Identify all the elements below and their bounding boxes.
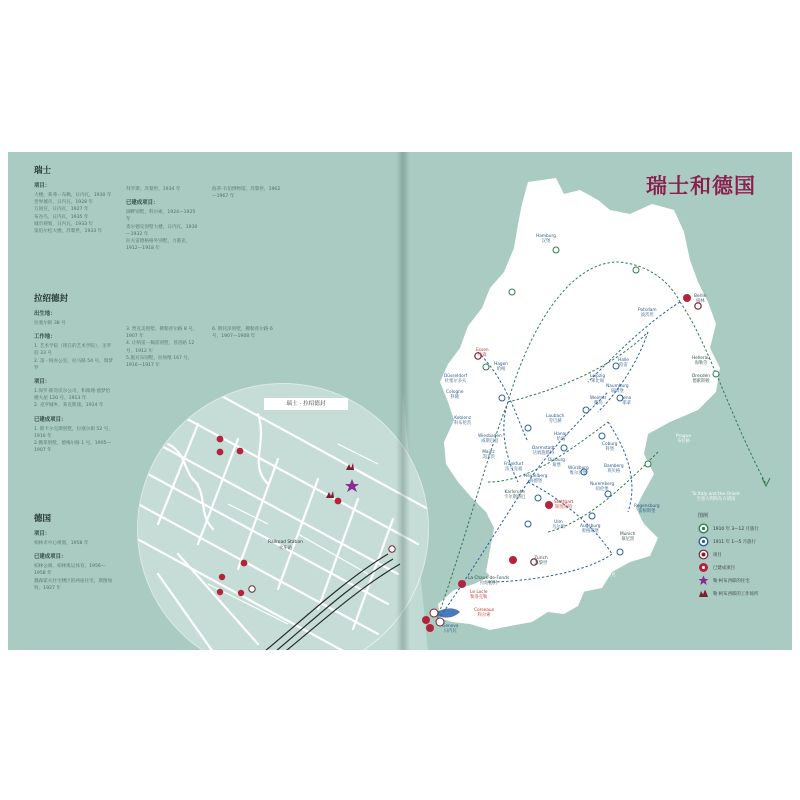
city-heidelberg: Heidelberg 海德堡 — [524, 474, 548, 485]
legend-item — [698, 561, 788, 574]
city-bamberg: Bamberg 班贝格 — [604, 464, 624, 475]
city-weimar: Weimar 魏玛 — [590, 396, 607, 407]
city-naumburg: Naumburg 瑙姆堡 — [606, 384, 629, 395]
legend-text: 项目 — [713, 552, 722, 558]
list-item: 海蒂·韦伯博物馆，苏黎世，1962—1967 年 — [212, 187, 281, 200]
list-item: 世界城市，日内瓦，1928 年 — [34, 200, 94, 206]
station-en: Railroad Station — [268, 540, 303, 545]
project-icon — [698, 549, 709, 560]
list-item: 拜罗斯，苏黎世，1934 年 — [126, 187, 181, 192]
inset-title: 瑞士 · 拉绍德封 — [264, 398, 348, 410]
city-potsdam: Potsdam 波茨坦 — [638, 308, 657, 319]
list-item: 麦尔德克别墅大楼，日内瓦，1930—1932 年 — [126, 224, 198, 237]
city-hamburg: Hamburg 汉堡 — [536, 234, 556, 245]
residence-icon — [698, 575, 709, 586]
city-jena: Jena 耶拿 — [622, 396, 632, 407]
city-stuttgart: Stuttgart 斯图加特 — [554, 500, 574, 511]
city-prague: Prague 布拉格 — [676, 434, 692, 445]
list-item: 2. 克罗城乡，莱克斯康，1914 年 — [34, 403, 104, 409]
city-wiesbaden: Wiesbaden 威斯巴登 — [478, 434, 502, 445]
lcf-projects-heading: 项目： — [34, 379, 51, 386]
switzerland-landmass — [438, 570, 584, 630]
city-dieburg: Dieburg 迪堡 — [548, 458, 566, 469]
city-innsbruck: Innsbruck 因斯布鲁克 — [594, 568, 616, 579]
city-koblenz: Koblenz 科布伦茨 — [454, 416, 472, 427]
city-hellerau: Hellerau 海勒劳 — [692, 356, 711, 367]
city-dresden: Dresden 德累斯顿 — [692, 374, 710, 385]
city-mainz: Mainz 美因茨 — [482, 450, 495, 461]
city-essen: Essen 埃森 — [476, 348, 489, 359]
route-1910-icon — [698, 523, 709, 534]
city-berlin: Berlin 柏林 — [694, 294, 707, 305]
city-munich: Munich 慕尼黑 — [620, 532, 636, 543]
legend-item — [698, 587, 788, 600]
city-darmstadt: Darmstadt 达姆施塔特 — [532, 446, 555, 457]
work-heading: 工作地： — [34, 334, 56, 341]
city-hanau: Hanau 哈瑙 — [554, 432, 568, 443]
city-hagen: Hagen 哈根 — [494, 362, 508, 373]
list-item: 1.保罗·斯奇沃尔公司，和萬理·德梦恰楼大屋 120 号，1913 年 — [34, 389, 111, 402]
swiss-projects-heading: 项目： — [34, 183, 51, 189]
list-item: 5.施瓦布别墅，拉埃维 167 号，1916—1917 年 — [126, 355, 193, 369]
lcf-built-heading: 已建成项目： — [34, 416, 67, 423]
list-item: 1. 艺术学院（现在的艺术学院），圣罗伯 33 号 — [34, 344, 112, 357]
legend-item — [698, 535, 788, 548]
list-item: 2. 第一间办公室，拉马路 54 号，瑞梦罗 — [34, 358, 113, 371]
city-geneva: Geneva 日内瓦 — [442, 624, 459, 635]
city-karlsruhe: Karlsruhe 卡尔斯鲁厄 — [504, 490, 526, 501]
station-cn: 火车站 — [278, 546, 293, 551]
map-legend — [698, 512, 788, 600]
city-wurzburg: Würzburg 维尔茨堡 — [568, 466, 589, 477]
legend-item — [698, 548, 788, 561]
germany-heading: 德国 — [34, 514, 52, 524]
city-laubach: Laubach 劳巴赫 — [546, 414, 565, 425]
lcf-heading: 拉绍德封 — [34, 294, 69, 304]
list-item: 湖畔别墅，科尔索，1924—1925 年 — [126, 210, 196, 223]
city-dusseldorf: Düsseldorf 杜塞尔多夫 — [444, 374, 467, 385]
city-corseaux: Corseaux 科尔索 — [474, 608, 495, 619]
list-item: 布谷鸟，日内瓦，1935 年 — [34, 214, 89, 220]
city-regensburg: Regensburg 雷根斯堡 — [634, 504, 660, 515]
de-projects-heading: 项目： — [34, 531, 51, 537]
book-spread — [8, 152, 792, 650]
legend-text: 勒·柯布西耶的工作场所 — [713, 591, 759, 597]
list-item: 1. 斯卡尔克斯别墅，拉塞尔街 52 号，1916 年 — [34, 426, 113, 439]
city-la-chaux-de-fonds: La Chaux-de-Fonds 拉绍德封 — [468, 576, 510, 587]
city-halle: Halle 哈雷 — [618, 358, 629, 369]
label-to-italy: To Italy and the Orient 至意大利和东方诸国 — [692, 492, 740, 503]
list-item: 4. 让纳雷－佩雷别墅，普洛路 12 号，1912 年 — [126, 341, 195, 354]
list-item: 拉夫雷德格格外别墅，力港克，1912—1918 年 — [126, 239, 191, 252]
list-item: 拉塞尔街 38 号 — [34, 321, 66, 326]
swiss-built-heading: 已建成项目： — [126, 200, 159, 207]
list-item: 柏林市中心规划，1958 年 — [34, 541, 89, 546]
list-item: 6. 斯托泽别墅，佛勒普尔路 6 号，1907—1908 年 — [212, 327, 273, 340]
switzerland-heading: 瑞士 — [34, 166, 52, 176]
legend-text: 1911 年 1—5 月旅行 — [713, 539, 756, 545]
list-item: 2.佛莱别墅，德梅尔路 1 号，1905—1907 年 — [34, 441, 112, 454]
list-item: 万国宫，日内瓦，1927 年 — [34, 207, 89, 213]
city-frankfurt: Frankfurt 法兰克福 — [504, 462, 524, 473]
city-nuremberg: Nuremberg 纽伦堡 — [590, 482, 615, 493]
city-ulm: Ulm 乌尔姆 — [552, 520, 565, 531]
legend-text: 已建成项目 — [713, 565, 735, 571]
city-cologne: Cologne 科隆 — [446, 390, 464, 401]
arrow-to-italy — [762, 478, 770, 486]
built-icon — [698, 562, 709, 573]
birthplace-heading: 出生地： — [34, 311, 56, 317]
list-item: 城市规划，日内瓦，1933 年 — [34, 221, 94, 227]
de-built-heading: 已建成项目： — [34, 554, 67, 561]
list-item: 3. 贾克美别墅，佛勒普尔路 8 号，1907 年 — [126, 327, 198, 340]
city-le-locle: Le Locle 勒洛克勒 — [470, 590, 488, 601]
list-item: 魏森霍夫住宅楼区的两座住宅，斯图加特，1927 年 — [34, 578, 113, 591]
list-item: 大楼，莱弗－布赖，日内瓦，1930 年 — [34, 193, 112, 198]
workplace-icon — [698, 588, 709, 599]
legend-text: 勒·柯布西耶的住宅 — [713, 578, 750, 584]
legend-item — [698, 574, 788, 587]
legend-text: 1910 年 3—12 月旅行 — [713, 526, 759, 532]
city-augsburg: Augsburg 奥格斯堡 — [580, 524, 601, 535]
legend-item — [698, 522, 788, 535]
route-1911-icon — [698, 536, 709, 547]
city-coburg: Coburg 科堡 — [602, 442, 618, 453]
city-zurich: Zurich 苏黎世 — [534, 556, 548, 567]
list-item: 柏林公寓，柏林奥运体育，1956—1958 年 — [34, 564, 106, 577]
map-title: 瑞士和德国 — [646, 174, 756, 198]
list-item: 第伯尔松大楼，苏黎世，1933 年 — [34, 229, 103, 235]
city-leipzig: Leipzig 莱比锡 — [590, 374, 606, 385]
legend-title: 图例 — [698, 513, 709, 519]
germany-switzerland-map — [8, 152, 792, 650]
